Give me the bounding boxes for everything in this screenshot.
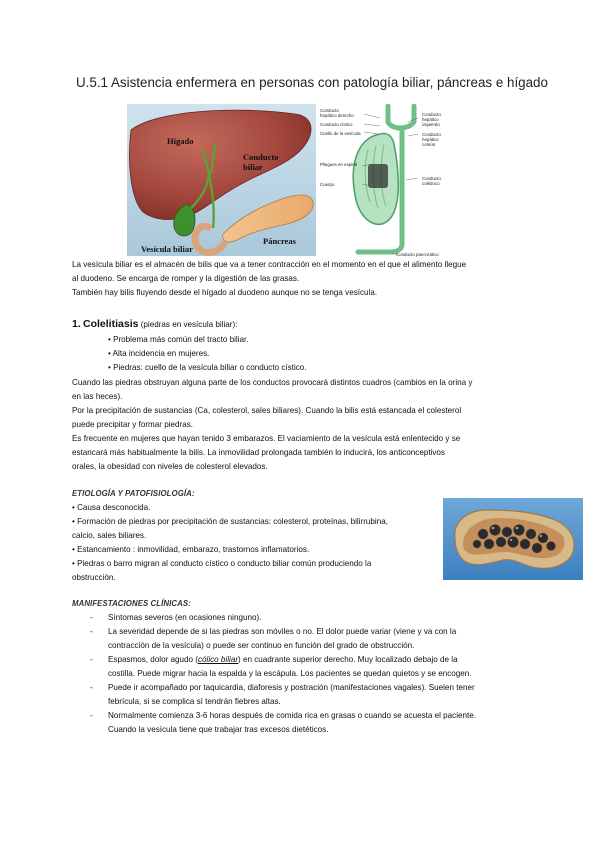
label-cystic-duct: Conducto cístico	[320, 122, 353, 127]
label-common-hepatic-duct: Conducto	[422, 132, 441, 137]
para-line-1: Cuando las piedras obstruyan alguna parte de los conductos provocará distintos cuadros (cambios en la orina y	[72, 378, 473, 387]
etiology-heading: ETIOLOGÍA Y PATOFISIOLOGÍA:	[72, 489, 195, 498]
section-subtitle: (piedras en vesícula biliar):	[140, 320, 238, 329]
label-body: Cuerpo	[320, 182, 335, 187]
manif-3-pre: Espasmos, dolor agudo (	[108, 655, 198, 664]
label-pancreatic-duct: Conducto pancreático	[396, 252, 439, 257]
intro-line-1: La vesícula biliar es el almacén de bilis que va a tener contracción en el momento en el que el alimento llegue	[72, 260, 467, 269]
label-left-hepatic-duct-3: izquierdo	[422, 122, 440, 127]
dash-4: -	[90, 683, 93, 692]
label-gallbladder-neck: Cuello de la vesícula	[320, 131, 361, 136]
para-line-2: en las heces).	[72, 392, 123, 401]
intro-line-3: También hay bilis fluyendo desde el hígado al duodeno aunque no se tenga vesícula.	[72, 288, 378, 297]
label-right-hepatic-duct-2: hepático derecho	[320, 113, 354, 118]
label-left-hepatic-duct-2: hepático	[422, 117, 439, 122]
etiology-line-3: calcio, sales biliares.	[72, 531, 147, 540]
label-left-hepatic-duct: Conducto	[422, 112, 441, 117]
dash-2: -	[90, 627, 93, 636]
section-title: Colelitiasis	[83, 318, 139, 330]
etiology-line-2: • Formación de piedras por precipitación de sustancias: colesterol, proteínas, bilirrubina,	[72, 517, 388, 526]
page-title: U.5.1 Asistencia enfermera en personas con patología biliar, páncreas e hígado	[76, 75, 548, 90]
biliary-colic-term: cólico biliar	[197, 655, 239, 664]
intro-line-2: al duodeno. Se encarga de romper y la digestión de las grasas.	[72, 274, 300, 283]
bullet-1: • Problema más común del tracto biliar.	[108, 335, 249, 344]
duct-label-line1: Conducto	[243, 152, 279, 162]
manif-5-line-2: Cuando la vesícula tiene que trabajar tras excesos dietéticos.	[108, 725, 329, 734]
stone-area	[368, 164, 388, 188]
section-heading-colelitiasis	[72, 318, 237, 330]
duct-label-line2: biliar	[243, 162, 263, 172]
manif-5-line-1: Normalmente comienza 3-6 horas después de comida rica en grasas o cuando se acuesta el paciente.	[108, 711, 477, 720]
label-choledochus-2: colédoco	[422, 181, 440, 186]
liver-gallbladder-illustration	[127, 104, 316, 256]
etiology-line-5: • Piedras o barro migran al conducto cístico o conducto biliar común produciendo la	[72, 559, 372, 568]
para-line-6: estancará más habitualmente la bilis. La inmovilidad prolongada también lo inducirá, los anticonceptivos	[72, 448, 445, 457]
label-common-hepatic-duct-3: común	[422, 142, 436, 147]
para-line-3: Por la precipitación de sustancias (Ca, colesterol, sales biliares). Cuando la bilis está estancada el colesterol	[72, 406, 462, 415]
para-line-7: orales, la obesidad con niveles de colesterol elevados.	[72, 462, 268, 471]
dash-3: -	[90, 655, 93, 664]
gallstones-photo	[443, 498, 583, 580]
gallbladder-anatomy-diagram	[318, 104, 462, 258]
dash-1: -	[90, 613, 93, 622]
pancreas-label: Páncreas	[263, 236, 296, 246]
manif-3-line-1	[108, 653, 458, 667]
etiology-line-1: • Causa desconocida.	[72, 503, 151, 512]
manif-3-line-2: costilla. Puede migrar hacia la espalda y la escápula. Los pacientes se quedan quietos y se encogen.	[108, 669, 472, 678]
manifestations-heading: MANIFESTACIONES CLÍNICAS:	[72, 599, 191, 608]
section-number: 1.	[72, 318, 81, 330]
dash-5: -	[90, 711, 93, 720]
manif-4-line-1: Puede ir acompañado por taquicardia, diaforesis y postración (manifestaciones vagales). Suelen tener	[108, 683, 475, 692]
bullet-3: • Piedras: cuello de la vesícula biliar o conducto cístico.	[108, 363, 307, 372]
manif-2-line-1: La severidad depende de si las piedras son móviles o no. El dolor puede variar (viene y va con la	[108, 627, 457, 636]
gallbladder-label: Vesícula biliar	[141, 244, 193, 254]
bullet-2: • Alta incidencia en mujeres.	[108, 349, 210, 358]
label-choledochus: Conducto	[422, 176, 441, 181]
etiology-line-6: obstrucción.	[72, 573, 116, 582]
label-common-hepatic-duct-2: hepático	[422, 137, 439, 142]
manif-4-line-2: febrícula, si se complica sí tendrán fiebres altas.	[108, 697, 281, 706]
para-line-5: Es frecuente en mujeres que hayan tenido 3 embarazos. El vaciamiento de la vesícula está enlentecido y se	[72, 434, 461, 443]
manif-3-post: ) en cuadrante superior derecho. Muy localizado debajo de la	[238, 655, 458, 664]
liver-label: Hígado	[167, 136, 194, 146]
para-line-4: puede precipitar y formar piedras.	[72, 420, 194, 429]
label-spiral-folds: Pliegues en espiral	[320, 162, 358, 167]
manif-1-line-1: Síntomas severos (en ocasiones ninguno).	[108, 613, 262, 622]
etiology-line-4: • Estancamiento : inmovilidad, embarazo, trastornos inflamatorios.	[72, 545, 310, 554]
manif-2-line-2: contracción de la vesícula) o puede ser continuo en función del grado de obstrucción.	[108, 641, 415, 650]
label-right-hepatic-duct: Conducto	[320, 108, 339, 113]
